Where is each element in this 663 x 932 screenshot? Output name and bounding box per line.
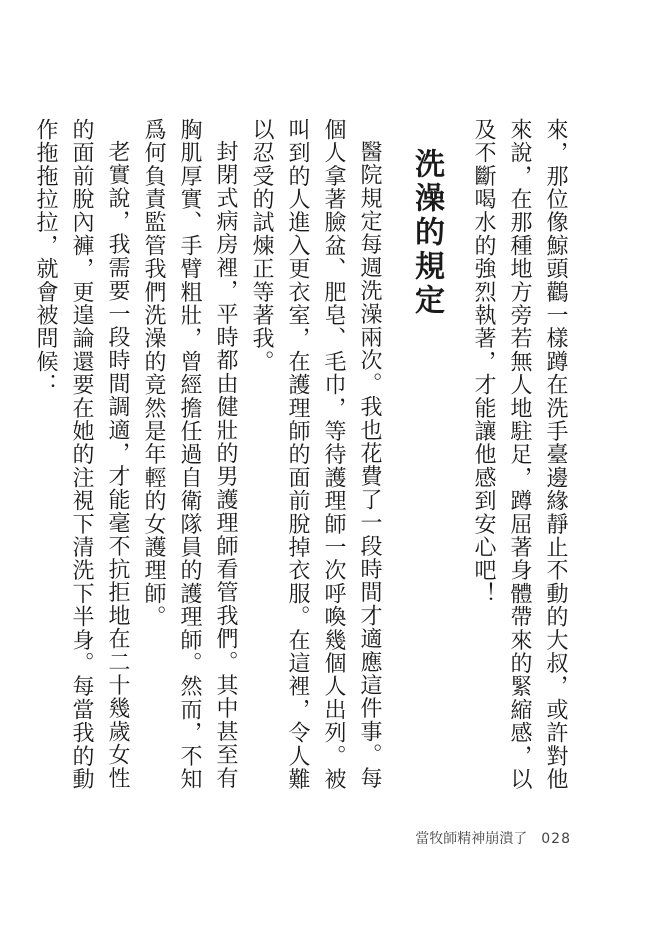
vertical-text-body xyxy=(27,118,573,808)
paragraph-closed-ward: 封閉式病房裡，平時都由健壯的男護理師看管我們。其中甚至有胸肌厚實、手臂粗壯，曾經擔任過自衛隊員的護理師。然而，不知爲何負責監管我們洗澡的竟然是年輕的女護理師。 xyxy=(141,118,238,791)
section-heading: 洗澡的規定 xyxy=(409,148,444,318)
paragraph-bath-rules: 醫院規定每週洗澡兩次。我也花費了一段時間才適應這件事。每個人拿著臉盆、肥皂、毛巾，等待護理師一次呼喚幾個人出列。被叫到的人進入更衣室，在護理師的面前脫掉衣服。在這裡，令人難以忍受的試煉正等著我。 xyxy=(249,118,382,791)
running-title: 當牧師精神崩潰了 xyxy=(415,831,528,847)
page-footer xyxy=(415,828,571,848)
paragraph-continued: 來，那位像鯨頭鸛一樣蹲在洗手臺邊緣靜止不動的大叔，或許對他來說，在那種地方旁若無人地駐足，蹲屈著身體帶來的緊縮感，以及不斷喝水的強烈執著，才能讓他感到安心吧！ xyxy=(471,118,568,791)
paragraph-adjustment: 老實說，我需要一段時間調適，才能毫不抗拒地在二十幾歲女性的面前脫內褲，更遑論還要在她的注視下清洗下半身。每當我的動作拖拖拉拉，就會被問候： xyxy=(33,118,130,791)
page-number: 028 xyxy=(541,831,571,847)
